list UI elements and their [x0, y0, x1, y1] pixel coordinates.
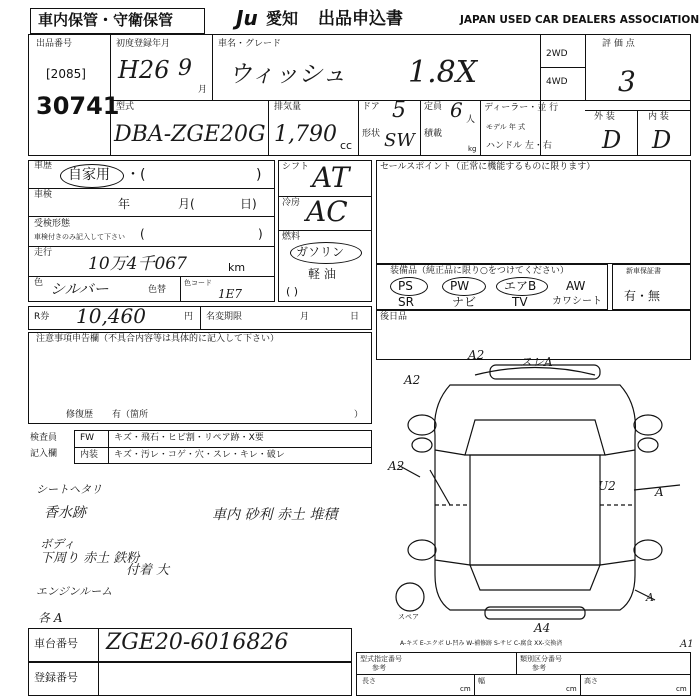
- width-unit: cm: [566, 685, 577, 693]
- first-reg-label: 初度登録年月: [116, 39, 171, 49]
- color-code-label: 色コード: [184, 279, 212, 287]
- recycle-unit: 円: [184, 312, 194, 322]
- equipment-tv: TV: [512, 295, 528, 309]
- inspection-label: 車検: [34, 190, 53, 200]
- model-value: DBA-ZGE20G: [114, 122, 266, 147]
- car-name-value: ウィッシュ: [228, 60, 347, 88]
- equipment-navi: ナビ: [452, 295, 477, 309]
- shape-value: SW: [384, 130, 415, 151]
- mark-a2-top: A2: [468, 348, 485, 362]
- exterior-label: 外 装: [594, 112, 615, 122]
- height-label: 高さ: [584, 677, 598, 685]
- mark-u2: U2: [598, 479, 616, 493]
- equipment-seat: カワシート: [552, 296, 602, 307]
- sales-point-label: セールスポイント（正常に機能するものに限ります）: [380, 162, 596, 172]
- dealer-label: ディーラー・並 行: [484, 103, 559, 113]
- interior-score: D: [652, 126, 672, 154]
- color-code-value: 1E7: [218, 287, 243, 301]
- lot-bracket-number: [2085]: [46, 67, 86, 81]
- history-value: 自家用: [68, 167, 110, 183]
- reception-open: (: [140, 227, 145, 241]
- category-label: 類別区分番号: [520, 655, 562, 663]
- mark-scuff-a: スレA: [520, 355, 553, 369]
- note-adhesion: 付着 大: [126, 563, 170, 578]
- mark-a2-mid: A2: [388, 459, 405, 473]
- shape-label: 形状: [362, 129, 381, 139]
- type-label: 型式指定番号: [360, 655, 402, 663]
- chassis-value: ZGE20-6016826: [106, 630, 289, 655]
- doors-label: ドア: [362, 102, 380, 112]
- note-each: 各 A: [38, 611, 63, 625]
- history-paren: ・(: [126, 167, 146, 183]
- capacity-value: 6: [450, 98, 463, 122]
- fuel-paren: ( ): [286, 285, 299, 298]
- height-unit: cm: [676, 685, 687, 693]
- grade-score-value: 3: [618, 65, 636, 98]
- fuel-label: 燃料: [282, 232, 301, 242]
- displacement-value: 1,790: [274, 122, 337, 147]
- reception-label: 受検形態: [34, 219, 71, 229]
- history-label: 車歴: [34, 161, 53, 171]
- association-name: JAPAN USED CAR DEALERS ASSOCIATION: [460, 14, 700, 26]
- inspection-day: 日): [240, 197, 257, 211]
- capacity-unit: 人: [466, 115, 476, 125]
- inspector-label-bottom: 記入欄: [30, 449, 58, 459]
- car-grade-value: 1.8X: [408, 55, 478, 90]
- inspector-fw: FW: [80, 433, 95, 443]
- equipment-ps: PS: [398, 279, 413, 293]
- grade-score-label: 評 価 点: [602, 39, 635, 49]
- warranty-label: 新車保証書: [626, 267, 661, 275]
- load-label: 積載: [424, 129, 443, 139]
- load-unit: kg: [468, 145, 477, 153]
- type-ref: 参考: [372, 664, 386, 672]
- model-year-label: モデル 年 式: [486, 123, 526, 131]
- sales-point-box: [376, 160, 691, 264]
- equipment-label: 装備品（純正品に限り○をつけてください）: [390, 266, 569, 276]
- length-label: 長さ: [362, 677, 376, 685]
- reception-close: ): [258, 227, 263, 241]
- name-change-day: 日: [350, 312, 360, 322]
- shift-value: AT: [312, 161, 350, 194]
- inspection-month: 月(: [178, 197, 195, 211]
- model-label: 型式: [116, 102, 135, 112]
- note-engine-room: エンジンルーム: [36, 585, 113, 598]
- mileage-label: 走行: [34, 248, 53, 258]
- history-close: ): [256, 167, 262, 183]
- first-reg-month: 9: [178, 56, 192, 81]
- ju-logo: Ju: [236, 6, 258, 30]
- equipment-pw: PW: [450, 279, 470, 293]
- inspector-interior: 内装: [80, 450, 99, 460]
- handle-label: ハンドル 左・右: [486, 141, 552, 151]
- name-change-label: 名変期限: [206, 312, 243, 322]
- mark-a-bottom-right: A: [646, 591, 654, 604]
- repair-label: 修復歴: [66, 410, 94, 420]
- displacement-unit: cc: [340, 139, 353, 152]
- recycle-value: 10,460: [76, 304, 146, 328]
- equipment-aw: AW: [566, 279, 586, 293]
- drive-2wd: 2WD: [546, 49, 568, 59]
- brand-name: 愛知: [266, 9, 299, 28]
- mileage-unit: km: [228, 261, 246, 274]
- displacement-label: 排気量: [274, 102, 302, 112]
- fuel-value: ガソリン: [296, 245, 345, 259]
- inspector-row1: キズ・飛石・ヒビ割・リペア跡・X要: [114, 433, 264, 443]
- mark-a-right: A: [655, 485, 664, 499]
- damage-legend: A-キズ E-エクボ U-凹み W-補修跡 S-サビ C-腐食 XX-交換済: [400, 640, 563, 647]
- first-reg-month-unit: 月: [198, 85, 208, 95]
- equipment-sr: SR: [398, 295, 414, 309]
- inspector-row2: キズ・汚レ・コゲ・穴・スレ・キレ・破レ: [114, 450, 285, 460]
- note-seat: シートヘタリ: [36, 483, 102, 496]
- first-reg-era-year: H26: [118, 56, 170, 84]
- color-swap-label: 色替: [148, 285, 167, 295]
- mileage-value: 10万4千067: [88, 254, 187, 274]
- mark-a1: A1: [680, 639, 694, 650]
- capacity-label: 定員: [424, 102, 443, 112]
- registration-label: 登録番号: [34, 671, 78, 684]
- inspection-year: 年: [118, 197, 131, 211]
- inspector-label-top: 検査員: [30, 433, 58, 443]
- fuel-alt: 軽 油: [308, 267, 336, 281]
- note-perfume: 香水跡: [44, 505, 86, 521]
- color-value: シルバー: [50, 280, 109, 298]
- form-title: 出品申込書: [318, 9, 403, 29]
- mark-a4: A4: [534, 621, 551, 635]
- repair-value: 有（箇所: [112, 410, 149, 420]
- category-ref: 参考: [532, 664, 546, 672]
- doors-value: 5: [392, 98, 406, 123]
- spare-label: スペア: [398, 613, 419, 621]
- lot-label: 出品番号: [36, 39, 73, 49]
- name-change-month: 月: [300, 312, 310, 322]
- notes-label: 注意事項申告欄（不具合内容等は具体的に記入して下さい）: [36, 334, 280, 344]
- mark-a2-left: A2: [404, 373, 421, 387]
- color-label: 色: [34, 278, 44, 288]
- chassis-label: 車台番号: [34, 637, 78, 650]
- note-body: ボディ: [40, 537, 76, 551]
- shift-label: シフト: [282, 162, 310, 172]
- storage-label: 車内保管・守衛保管: [38, 11, 174, 29]
- drive-4wd: 4WD: [546, 77, 568, 87]
- aircon-value: AC: [306, 195, 348, 228]
- warranty-options: 有・無: [624, 289, 661, 303]
- equipment-airbag: エアB: [504, 279, 537, 293]
- lot-number: 30741: [36, 92, 120, 120]
- length-unit: cm: [460, 685, 471, 693]
- reception-note: 車検付きのみ記入して下さい: [34, 233, 125, 241]
- later-day-label: 後日品: [380, 312, 408, 322]
- note-interior: 車内 砂利 赤土 堆積: [212, 507, 338, 523]
- exterior-score: D: [602, 126, 622, 154]
- recycle-label: R券: [34, 312, 50, 322]
- repair-close: ）: [354, 410, 364, 420]
- aircon-label: 冷房: [282, 198, 301, 208]
- width-label: 幅: [478, 677, 485, 685]
- interior-label: 内 装: [648, 112, 669, 122]
- note-under: 下周り 赤土 鉄粉: [40, 551, 140, 566]
- car-name-label: 車名・グレード: [218, 39, 282, 49]
